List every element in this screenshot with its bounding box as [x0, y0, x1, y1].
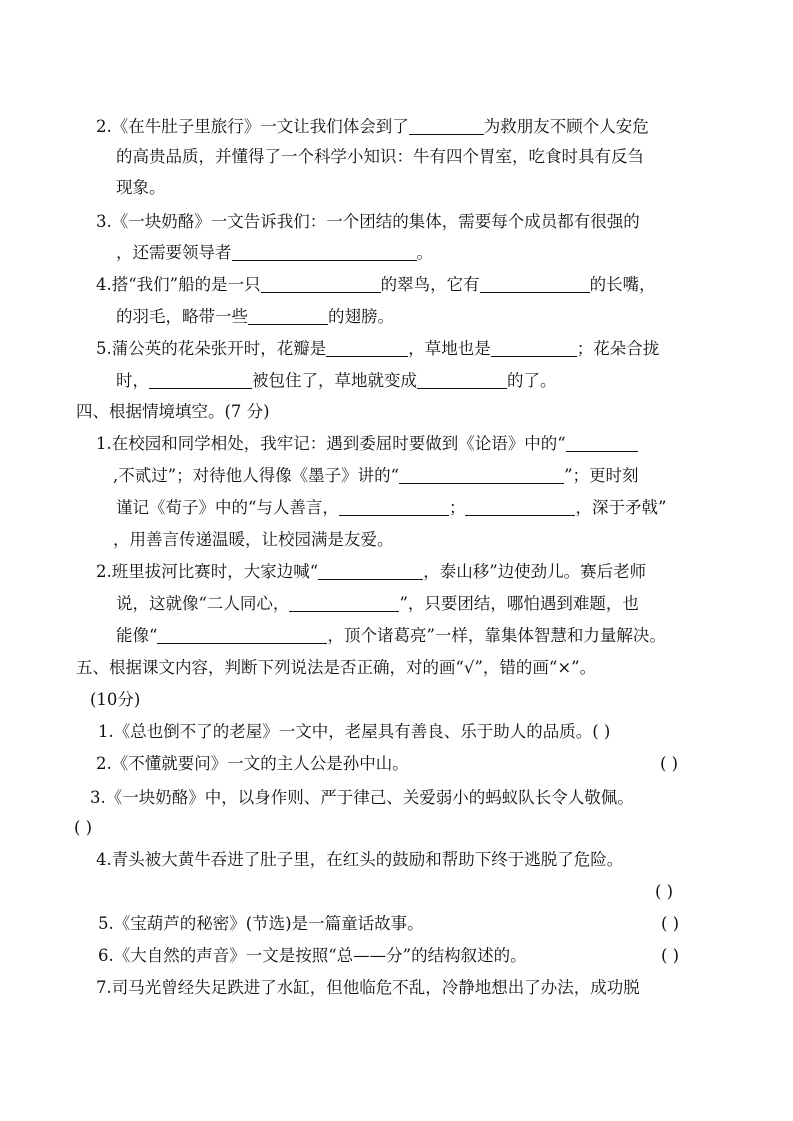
q2-line2: 的高贵品质，并懂得了一个科学小知识：牛有四个胃室，吃食时具有反刍	[116, 147, 644, 166]
q2-line3: 现象。	[116, 178, 166, 197]
q4-text-c: 的长嘴，	[589, 275, 656, 294]
blank[interactable]	[261, 274, 381, 293]
q4-line2	[116, 306, 394, 328]
s4q2-line1	[96, 561, 646, 583]
section4-title: 四、根据情境填空。(7 分)	[76, 402, 270, 421]
blank[interactable]	[480, 274, 590, 293]
q2-line1	[96, 116, 649, 138]
s5-q4: 4.青头被大黄牛吞进了肚子里，在红头的鼓励和帮助下终于逃脱了危险。	[96, 850, 624, 869]
q3-text: 3.《一块奶酪》一文告诉我们：一个团结的集体，需要每个成员都有很强的	[96, 212, 640, 231]
blank[interactable]	[157, 625, 327, 644]
s4q1-text-b: ,不贰过”；对待他人得像《墨子》讲的“	[113, 466, 400, 485]
q4-text-a: 4.搭“我们”船的是一只	[96, 275, 261, 294]
q5-line1	[96, 338, 659, 360]
s5-q2-answer[interactable]: ( )	[660, 754, 679, 773]
s4q2-text-d: ”，只要团结，哪怕遇到难题，也	[399, 594, 639, 613]
blank[interactable]	[318, 561, 423, 580]
q5-text-e: 被包住了，草地就变成	[252, 371, 417, 390]
blank[interactable]	[149, 370, 252, 389]
blank[interactable]	[409, 116, 484, 135]
blank[interactable]	[465, 497, 575, 516]
s4q1-line3	[116, 497, 666, 519]
s5-q5: 5.《宝葫芦的秘密》(节选)是一篇童话故事。	[98, 914, 424, 933]
blank[interactable]	[566, 433, 638, 452]
s4q2-text-f: ，顶个诸葛亮”一样，靠集体智慧和力量解决。	[327, 626, 666, 645]
q5-text-b: ，草地也是	[408, 339, 491, 358]
s4q1-text-d: 谨记《荀子》中的“与人善言，	[116, 498, 339, 517]
s4q2-text-e: 能像“	[116, 626, 158, 645]
s5-q6-answer[interactable]: ( )	[661, 946, 680, 965]
s4q1-line2	[113, 465, 639, 487]
s4q1-line1	[96, 433, 638, 455]
section5-title: 五、根据课文内容，判断下列说法是否正确，对的画“√”，错的画“×”。	[76, 658, 597, 677]
s5-q3: 3.《一块奶酪》中，以身作则、严于律己、关爱弱小的蚂蚁队长令人敬佩。	[90, 788, 634, 807]
q4-text-d: 的羽毛，略带一些	[116, 307, 248, 326]
s4q2-text-c: 说，这就像“二人同心，	[116, 594, 290, 613]
q3-line2	[116, 242, 433, 264]
s5-q2: 2.《不懂就要问》一文的主人公是孙中山。	[96, 754, 409, 773]
s5-q7: 7.司马光曾经失足跌进了水缸，但他临危不乱，冷静地想出了办法，成功脱	[96, 978, 640, 997]
s5-q6: 6.《大自然的声音》一文是按照“总——分”的结构叙述的。	[98, 946, 527, 965]
blank[interactable]	[232, 242, 417, 261]
s4q1-text-a: 1.在校园和同学相处，我牢记：遇到委屈时要做到《论语》中的“	[96, 434, 566, 453]
q5-text-c: ；花朵合拢	[576, 339, 660, 358]
s4q2-text-a: 2.班里拔河比赛时，大家边喊“	[96, 562, 319, 581]
q3-text-b: ，还需要领导者	[116, 243, 232, 262]
s4q2-text-b: ，泰山移”边使劲儿。赛后老师	[423, 562, 647, 581]
q3-text-c: 。	[416, 243, 433, 262]
s5-q1: 1.《总也倒不了的老屋》一文中，老屋具有善良、乐于助人的品质。( )	[98, 722, 611, 741]
q4-line1	[96, 274, 656, 296]
blank[interactable]	[491, 338, 577, 357]
s4q1-text-c: ”；更时刻	[564, 466, 639, 485]
s4q1-line4: ，用善言传递温暖，让校园满是友爱。	[113, 530, 394, 549]
s4q2-line3	[116, 625, 666, 647]
s5-q4-answer[interactable]: ( )	[655, 882, 674, 901]
section5-score: (10分)	[90, 690, 141, 709]
q2-text-a: 2.《在牛肚子里旅行》一文让我们体会到了	[96, 117, 409, 136]
blank[interactable]	[248, 306, 328, 325]
s5-q3-answer[interactable]: ( )	[74, 818, 93, 837]
blank[interactable]	[417, 370, 507, 389]
q4-text-b: 的翠鸟，它有	[380, 275, 480, 294]
q5-text-a: 5.蒲公英的花朵张开时，花瓣是	[96, 339, 327, 358]
blank[interactable]	[289, 593, 399, 612]
q4-text-e: 的翅膀。	[328, 307, 394, 326]
q2-text-b: 为救朋友不顾个人安危	[483, 117, 649, 136]
s5-q5-answer[interactable]: ( )	[661, 914, 680, 933]
blank[interactable]	[339, 497, 449, 516]
q5-text-d: 时，	[116, 371, 149, 390]
s4q1-text-f: ，深于矛戟”	[575, 498, 667, 517]
q5-text-f: 的了。	[507, 371, 557, 390]
blank[interactable]	[399, 465, 564, 484]
s4q2-line2	[116, 593, 639, 615]
q3-line1	[96, 211, 640, 233]
blank[interactable]	[326, 338, 408, 357]
s4q1-text-e: ；	[448, 498, 466, 517]
q5-line2	[116, 370, 557, 392]
